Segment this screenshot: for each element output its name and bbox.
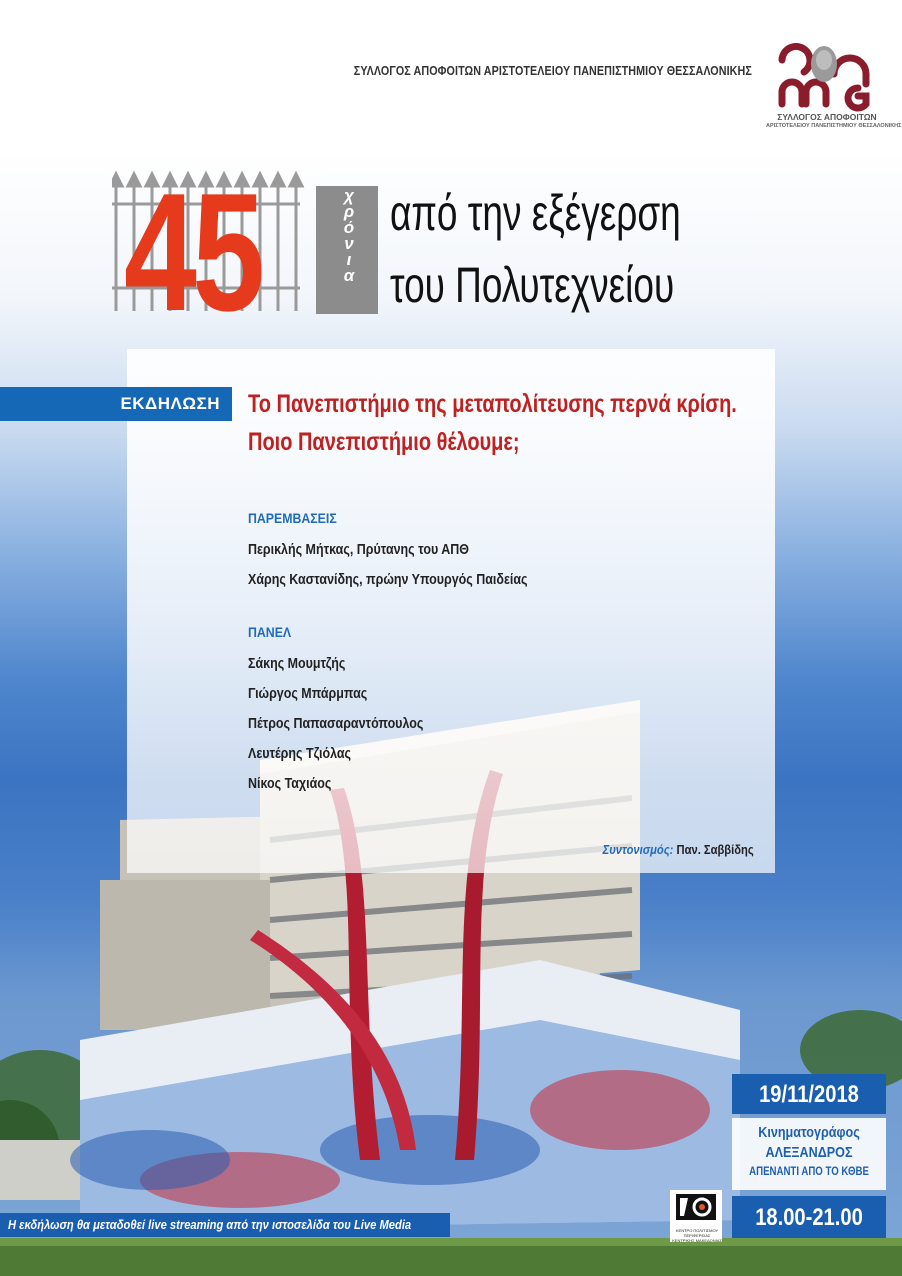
event-title-line-2: Ποιο Πανεπιστήμιο θέλουμε; — [248, 428, 520, 456]
panelist: Λευτέρης Τζιόλας — [248, 746, 352, 762]
venue-location: ΑΠΕΝΑΝΤΙ ΑΠΟ ΤΟ ΚΘΒΕ — [749, 1166, 869, 1178]
event-tag — [0, 387, 232, 421]
years-number: 45 — [124, 158, 261, 346]
panelist: Σάκης Μουμτζής — [248, 656, 346, 672]
streaming-bar — [0, 1213, 450, 1237]
event-time: 18.00-21.00 — [755, 1204, 863, 1231]
speaker: Χάρης Καστανίδης, πρώην Υπουργός Παιδείας — [248, 572, 528, 588]
date-box — [732, 1074, 886, 1114]
interventions-heading: ΠΑΡΕΜΒΑΣΕΙΣ — [248, 510, 337, 526]
panel-heading: ΠΑΝΕΛ — [248, 624, 292, 640]
moderator-label: Συντονισμός: — [602, 842, 674, 857]
moderator — [603, 842, 754, 857]
streaming-note: Η εκδήλωση θα μεταδοθεί live streaming από την ιστοσελίδα του Live Media — [8, 1217, 412, 1232]
panelist: Γιώργος Μπάρμπας — [248, 686, 368, 702]
event-tag-label: ΕΚΔΗΛΩΣΗ — [120, 394, 220, 413]
time-box — [732, 1196, 886, 1238]
venue-name: ΑΛΕΞΑΝΔΡΟΣ — [765, 1144, 853, 1161]
years-label: χρόνια — [343, 186, 355, 285]
speaker: Περικλής Μήτκας, Πρύτανης του ΑΠΘ — [248, 542, 469, 558]
culture-center-text: ΚΕΝΤΡΟ ΠΟΛΙΤΙΣΜΟΥ ΠΕΡΙΦΕΡΕΙΑΣ ΚΕΝΤΡΙΚΗΣ ΜΑΚΕΔΟΝΙΑΣ — [672, 1228, 722, 1243]
title-line-2: του Πολυτεχνείου — [390, 257, 675, 313]
moderator-name: Παν. Σαββίδης — [676, 842, 754, 857]
association-name: ΣΥΛΛΟΓΟΣ ΑΠΟΦΟΙΤΩΝ ΑΡΙΣΤΟΤΕΛΕΙΟΥ ΠΑΝΕΠΙΣΤΗΜΙΟΥ ΘΕΣΣΑΛΟΝΙΚΗΣ — [353, 64, 752, 78]
title-line-1: από την εξέγερση — [390, 185, 681, 241]
venue-type: Κινηματογράφος — [758, 1124, 860, 1141]
panelist: Νίκος Ταχιάος — [248, 776, 332, 792]
logo-caption: ΣΥΛΛΟΓΟΣ ΑΠΟΦΟΙΤΩΝ — [777, 112, 877, 122]
logo-subcaption: ΑΡΙΣΤΟΤΕΛΕΙΟΥ ΠΑΝΕΠΙΣΤΗΜΙΟΥ ΘΕΣΣΑΛΟΝΙΚΗΣ — [766, 123, 902, 129]
panelist: Πέτρος Παπασαραντόπουλος — [248, 716, 424, 732]
event-title-line-1: Το Πανεπιστήμιο της μεταπολίτευσης περνά κρίση. — [248, 390, 737, 418]
event-date: 19/11/2018 — [759, 1081, 859, 1108]
venue-box — [732, 1118, 886, 1190]
